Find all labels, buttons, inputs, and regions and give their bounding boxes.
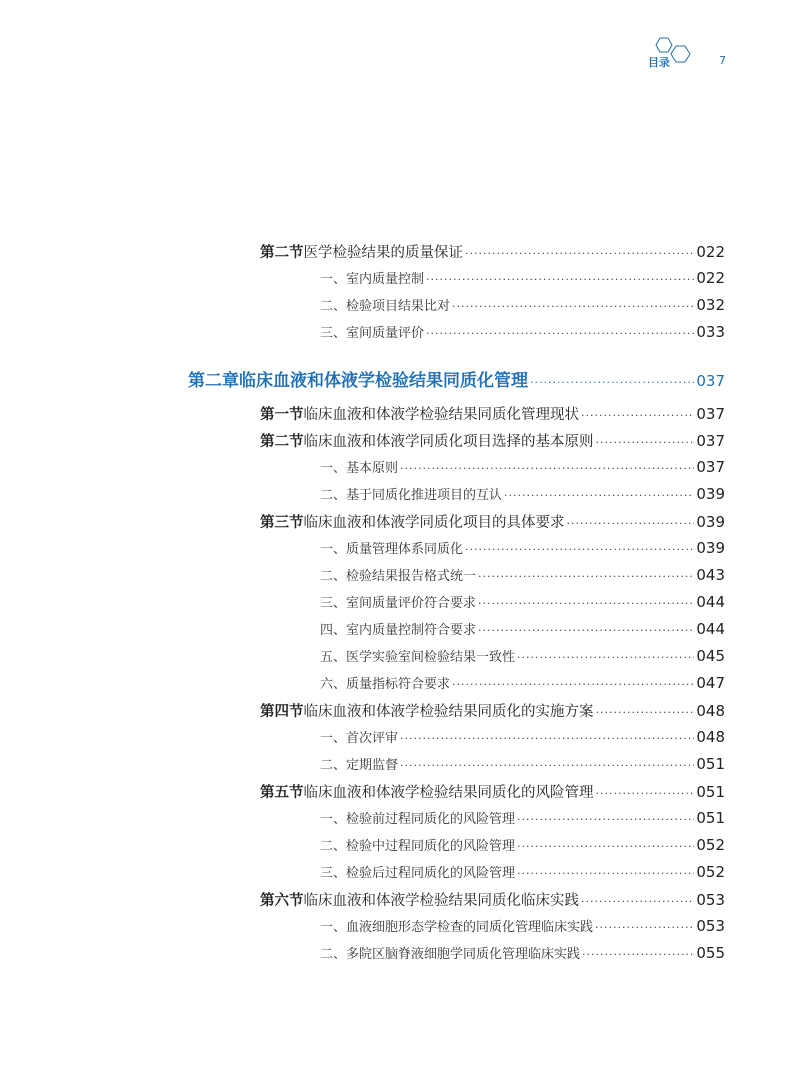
toc-entry-page: 055 [696, 944, 725, 962]
toc-sub-entry[interactable] [0, 454, 725, 481]
toc-entry-title: 一、血液细胞形态学检查的同质化管理临床实践 [320, 920, 594, 935]
toc-entry-title: 一、室内质量控制 [320, 272, 425, 287]
dot-leader [478, 563, 694, 590]
toc-section-entry[interactable] [0, 401, 725, 427]
toc-sub-entry[interactable] [0, 319, 725, 346]
dot-leader [504, 482, 694, 509]
toc-entry-title: 二、检验中过程同质化的风险管理 [320, 839, 516, 854]
dot-leader [530, 366, 694, 400]
toc-entry-page: 048 [696, 702, 725, 720]
toc-entry-title: 四、室内质量控制符合要求 [320, 623, 477, 638]
toc-sub-entry[interactable] [0, 724, 725, 751]
toc-entry-title: 临床血液和体液学检验结果同质化临床实践 [303, 893, 579, 909]
toc-entry-title: 二、检验项目结果比对 [320, 299, 451, 314]
toc-section-entry[interactable] [0, 428, 725, 454]
toc-entry-title: 临床血液和体液学检验结果同质化管理 [239, 371, 528, 391]
dot-leader [581, 403, 694, 429]
toc-entry-title: 六、质量指标符合要求 [320, 677, 451, 692]
dot-leader [452, 293, 694, 320]
dot-leader [426, 320, 694, 347]
toc-sub-entry[interactable] [0, 481, 725, 508]
toc-entry-page: 022 [696, 243, 725, 261]
dot-leader [465, 536, 694, 563]
toc-sub-entry[interactable] [0, 832, 725, 859]
toc-entry-title: 临床血液和体液学检验结果同质化的风险管理 [303, 785, 594, 801]
toc-sub-entry[interactable] [0, 751, 725, 778]
toc-section-entry[interactable] [0, 509, 725, 535]
dot-leader [596, 430, 695, 456]
dot-leader [452, 671, 694, 698]
toc-entry-page: 044 [696, 593, 725, 611]
toc-entry-title: 一、质量管理体系同质化 [320, 542, 464, 557]
toc-entry-title: 临床血液和体液学检验结果同质化的实施方案 [303, 704, 594, 720]
dot-leader [517, 833, 694, 860]
toc-entry-title: 一、基本原则 [320, 461, 399, 476]
toc-entry-page: 043 [696, 566, 725, 584]
toc-entry-page: 048 [696, 728, 725, 746]
toc-sub-entry[interactable] [0, 859, 725, 886]
toc-entry-page: 052 [696, 836, 725, 854]
toc-entry-page: 032 [696, 296, 725, 314]
toc-entry-page: 051 [696, 783, 725, 801]
toc-entry-label: 第二章 [188, 371, 239, 391]
table-of-contents [0, 238, 800, 967]
toc-entry-page: 045 [696, 647, 725, 665]
toc-sub-entry[interactable] [0, 265, 725, 292]
toc-entry-title: 二、检验结果报告格式统一 [320, 569, 477, 584]
toc-entry-page: 052 [696, 863, 725, 881]
toc-sub-entry[interactable] [0, 913, 725, 940]
toc-entry-page: 044 [696, 620, 725, 638]
toc-entry-title: 五、医学实验室间检验结果一致性 [320, 650, 516, 665]
dot-leader [596, 781, 695, 807]
toc-chapter-entry[interactable] [0, 364, 725, 398]
toc-entry-page: 039 [696, 485, 725, 503]
toc-entry-page: 022 [696, 269, 725, 287]
toc-entry-page: 039 [696, 513, 725, 531]
dot-leader [567, 511, 695, 537]
dot-leader [581, 889, 694, 915]
dot-leader [517, 860, 694, 887]
toc-entry-page: 053 [696, 891, 725, 909]
toc-entry-label: 第三节 [260, 515, 304, 531]
toc-entry-label: 第二节 [260, 434, 304, 450]
dot-leader [517, 806, 694, 833]
dot-leader [478, 617, 694, 644]
toc-sub-entry[interactable] [0, 535, 725, 562]
dot-leader [478, 590, 694, 617]
header-title: 目录 [648, 56, 670, 69]
toc-entry-page: 053 [696, 917, 725, 935]
toc-entry-label: 第五节 [260, 785, 304, 801]
page-number: 7 [719, 54, 726, 67]
toc-entry-title: 三、室间质量评价 [320, 326, 425, 341]
toc-entry-title: 二、多院区脑脊液细胞学同质化管理临床实践 [320, 947, 581, 962]
toc-sub-entry[interactable] [0, 562, 725, 589]
toc-entry-page: 051 [696, 755, 725, 773]
dot-leader [517, 644, 694, 671]
toc-sub-entry[interactable] [0, 670, 725, 697]
toc-entry-page: 039 [696, 539, 725, 557]
dot-leader [465, 241, 694, 267]
toc-section-entry[interactable] [0, 239, 725, 265]
toc-entry-page: 037 [696, 405, 725, 423]
toc-entry-page: 037 [696, 432, 725, 450]
toc-entry-page: 051 [696, 809, 725, 827]
toc-entry-title: 医学检验结果的质量保证 [303, 245, 463, 261]
toc-entry-label: 第四节 [260, 704, 304, 720]
toc-entry-page: 033 [696, 323, 725, 341]
toc-entry-label: 第六节 [260, 893, 304, 909]
toc-entry-title: 临床血液和体液学同质化项目的具体要求 [303, 515, 565, 531]
toc-entry-title: 临床血液和体液学同质化项目选择的基本原则 [303, 434, 594, 450]
toc-section-entry[interactable] [0, 698, 725, 724]
toc-entry-label: 第二节 [260, 245, 304, 261]
toc-sub-entry[interactable] [0, 616, 725, 643]
toc-entry-title: 临床血液和体液学检验结果同质化管理现状 [303, 407, 579, 423]
toc-sub-entry[interactable] [0, 643, 725, 670]
toc-entry-label: 第一节 [260, 407, 304, 423]
toc-entry-page: 047 [696, 674, 725, 692]
page-header [640, 36, 750, 70]
toc-entry-title: 二、定期监督 [320, 758, 399, 773]
dot-leader [595, 914, 694, 941]
toc-entry-title: 三、检验后过程同质化的风险管理 [320, 866, 516, 881]
toc-sub-entry[interactable] [0, 589, 725, 616]
toc-entry-title: 二、基于同质化推进项目的互认 [320, 488, 503, 503]
toc-entry-page: 037 [696, 372, 725, 390]
dot-leader [400, 752, 694, 779]
toc-entry-page: 037 [696, 458, 725, 476]
dot-leader [582, 941, 694, 968]
toc-entry-title: 一、首次评审 [320, 731, 399, 746]
dot-leader [400, 455, 694, 482]
toc-sub-entry[interactable] [0, 292, 725, 319]
dot-leader [596, 700, 695, 726]
toc-section-entry[interactable] [0, 887, 725, 913]
toc-entry-title: 三、室间质量评价符合要求 [320, 596, 477, 611]
dot-leader [400, 725, 694, 752]
toc-sub-entry[interactable] [0, 940, 725, 967]
toc-sub-entry[interactable] [0, 805, 725, 832]
toc-entry-title: 一、检验前过程同质化的风险管理 [320, 812, 516, 827]
dot-leader [426, 266, 694, 293]
toc-section-entry[interactable] [0, 779, 725, 805]
